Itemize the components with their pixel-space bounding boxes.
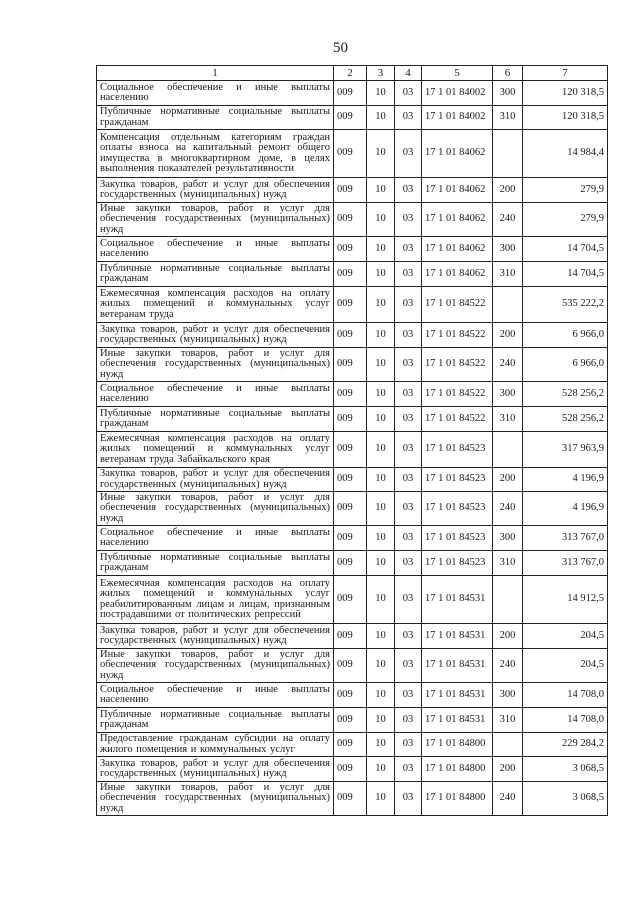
row-subsection-cell: 03 bbox=[395, 624, 422, 649]
table-row bbox=[97, 733, 608, 757]
row-expense-type-cell: 300 bbox=[493, 382, 523, 407]
table-row bbox=[97, 382, 608, 407]
row-name-cell: Закупка товаров, работ и услуг для обеспечения государственных (муниципальных) нужд bbox=[97, 757, 334, 782]
row-admin-code-cell: 009 bbox=[334, 237, 367, 262]
row-expense-type-cell: 240 bbox=[493, 492, 523, 526]
row-target-code-cell: 17 1 01 84522 bbox=[422, 323, 493, 348]
row-target-code-cell: 17 1 01 84062 bbox=[422, 178, 493, 203]
row-subsection-cell: 03 bbox=[395, 407, 422, 432]
row-expense-type-cell: 300 bbox=[493, 237, 523, 262]
row-section-cell: 10 bbox=[367, 407, 395, 432]
row-target-code-cell: 17 1 01 84062 bbox=[422, 262, 493, 287]
row-expense-type-cell: 200 bbox=[493, 178, 523, 203]
row-admin-code-cell: 009 bbox=[334, 106, 367, 130]
row-subsection-cell: 03 bbox=[395, 348, 422, 382]
row-target-code-cell: 17 1 01 84531 bbox=[422, 708, 493, 733]
row-admin-code-cell: 009 bbox=[334, 407, 367, 432]
row-name-cell: Иные закупки товаров, работ и услуг для обеспечения государственных (муниципальных) нужд bbox=[97, 348, 334, 382]
row-subsection-cell: 03 bbox=[395, 130, 422, 178]
row-name-cell: Иные закупки товаров, работ и услуг для обеспечения государственных (муниципальных) нужд bbox=[97, 492, 334, 526]
table-row bbox=[97, 782, 608, 816]
row-amount-cell: 317 963,9 bbox=[523, 432, 608, 468]
row-amount-cell: 4 196,9 bbox=[523, 468, 608, 492]
table-row bbox=[97, 576, 608, 624]
row-target-code-cell: 17 1 01 84523 bbox=[422, 432, 493, 468]
row-name-cell: Ежемесячная компенсация расходов на оплату жилых помещений и коммунальных услуг ветеранам труда Забайкальского края bbox=[97, 432, 334, 468]
row-section-cell: 10 bbox=[367, 492, 395, 526]
row-section-cell: 10 bbox=[367, 526, 395, 551]
row-expense-type-cell: 310 bbox=[493, 407, 523, 432]
row-admin-code-cell: 009 bbox=[334, 323, 367, 348]
row-name-cell: Закупка товаров, работ и услуг для обеспечения государственных (муниципальных) нужд bbox=[97, 178, 334, 203]
row-admin-code-cell: 009 bbox=[334, 468, 367, 492]
row-amount-cell: 6 966,0 bbox=[523, 323, 608, 348]
row-amount-cell: 120 318,5 bbox=[523, 106, 608, 130]
row-section-cell: 10 bbox=[367, 203, 395, 237]
table-row bbox=[97, 323, 608, 348]
row-subsection-cell: 03 bbox=[395, 323, 422, 348]
row-target-code-cell: 17 1 01 84522 bbox=[422, 382, 493, 407]
row-expense-type-cell: 240 bbox=[493, 203, 523, 237]
table-row bbox=[97, 237, 608, 262]
row-subsection-cell: 03 bbox=[395, 178, 422, 203]
table-row bbox=[97, 407, 608, 432]
row-target-code-cell: 17 1 01 84062 bbox=[422, 237, 493, 262]
row-name-cell: Социальное обеспечение и иные выплаты населению bbox=[97, 526, 334, 551]
row-expense-type-cell: 240 bbox=[493, 348, 523, 382]
row-subsection-cell: 03 bbox=[395, 683, 422, 708]
row-amount-cell: 6 966,0 bbox=[523, 348, 608, 382]
row-name-cell: Ежемесячная компенсация расходов на оплату жилых помещений и коммунальных услуг ветеранам труда bbox=[97, 287, 334, 323]
header-cell: 3 bbox=[367, 66, 395, 81]
row-admin-code-cell: 009 bbox=[334, 130, 367, 178]
row-admin-code-cell: 009 bbox=[334, 757, 367, 782]
row-name-cell: Публичные нормативные социальные выплаты гражданам bbox=[97, 106, 334, 130]
row-name-cell: Иные закупки товаров, работ и услуг для обеспечения государственных (муниципальных) нужд bbox=[97, 203, 334, 237]
table-row bbox=[97, 492, 608, 526]
row-target-code-cell: 17 1 01 84531 bbox=[422, 649, 493, 683]
row-subsection-cell: 03 bbox=[395, 492, 422, 526]
table-row bbox=[97, 203, 608, 237]
row-name-cell: Публичные нормативные социальные выплаты гражданам bbox=[97, 407, 334, 432]
row-subsection-cell: 03 bbox=[395, 468, 422, 492]
row-name-cell: Компенсация отдельным категориям граждан оплаты взноса на капитальный ремонт общего имущества в многоквартирном доме, в целях выполнения показателей результативности bbox=[97, 130, 334, 178]
row-expense-type-cell: 200 bbox=[493, 323, 523, 348]
row-target-code-cell: 17 1 01 84002 bbox=[422, 81, 493, 106]
row-name-cell: Закупка товаров, работ и услуг для обеспечения государственных (муниципальных) нужд bbox=[97, 323, 334, 348]
row-expense-type-cell bbox=[493, 130, 523, 178]
row-amount-cell: 279,9 bbox=[523, 178, 608, 203]
row-section-cell: 10 bbox=[367, 262, 395, 287]
row-subsection-cell: 03 bbox=[395, 382, 422, 407]
row-section-cell: 10 bbox=[367, 348, 395, 382]
row-amount-cell: 313 767,0 bbox=[523, 526, 608, 551]
table-row bbox=[97, 81, 608, 106]
row-expense-type-cell bbox=[493, 576, 523, 624]
row-name-cell: Социальное обеспечение и иные выплаты населению bbox=[97, 81, 334, 106]
row-target-code-cell: 17 1 01 84800 bbox=[422, 782, 493, 816]
table-row bbox=[97, 348, 608, 382]
row-admin-code-cell: 009 bbox=[334, 348, 367, 382]
row-subsection-cell: 03 bbox=[395, 287, 422, 323]
table-row bbox=[97, 262, 608, 287]
row-section-cell: 10 bbox=[367, 708, 395, 733]
row-name-cell: Иные закупки товаров, работ и услуг для обеспечения государственных (муниципальных) нужд bbox=[97, 782, 334, 816]
row-subsection-cell: 03 bbox=[395, 81, 422, 106]
row-admin-code-cell: 009 bbox=[334, 81, 367, 106]
row-amount-cell: 3 068,5 bbox=[523, 757, 608, 782]
table-row bbox=[97, 106, 608, 130]
row-amount-cell: 528 256,2 bbox=[523, 407, 608, 432]
row-subsection-cell: 03 bbox=[395, 551, 422, 576]
table-header-row bbox=[97, 66, 608, 81]
row-name-cell: Закупка товаров, работ и услуг для обеспечения государственных (муниципальных) нужд bbox=[97, 624, 334, 649]
row-subsection-cell: 03 bbox=[395, 708, 422, 733]
row-subsection-cell: 03 bbox=[395, 203, 422, 237]
row-amount-cell: 3 068,5 bbox=[523, 782, 608, 816]
table-row bbox=[97, 708, 608, 733]
row-name-cell: Социальное обеспечение и иные выплаты населению bbox=[97, 237, 334, 262]
row-admin-code-cell: 009 bbox=[334, 624, 367, 649]
row-subsection-cell: 03 bbox=[395, 733, 422, 757]
header-cell: 7 bbox=[523, 66, 608, 81]
row-subsection-cell: 03 bbox=[395, 432, 422, 468]
row-subsection-cell: 03 bbox=[395, 526, 422, 551]
row-amount-cell: 14 704,5 bbox=[523, 262, 608, 287]
table-row bbox=[97, 526, 608, 551]
row-admin-code-cell: 009 bbox=[334, 782, 367, 816]
row-section-cell: 10 bbox=[367, 323, 395, 348]
row-name-cell: Иные закупки товаров, работ и услуг для обеспечения государственных (муниципальных) нужд bbox=[97, 649, 334, 683]
page-number: 50 bbox=[333, 40, 348, 56]
row-section-cell: 10 bbox=[367, 624, 395, 649]
table-row bbox=[97, 468, 608, 492]
row-target-code-cell: 17 1 01 84062 bbox=[422, 130, 493, 178]
row-name-cell: Закупка товаров, работ и услуг для обеспечения государственных (муниципальных) нужд bbox=[97, 468, 334, 492]
row-section-cell: 10 bbox=[367, 757, 395, 782]
row-expense-type-cell bbox=[493, 287, 523, 323]
table-row bbox=[97, 683, 608, 708]
row-amount-cell: 14 704,5 bbox=[523, 237, 608, 262]
row-admin-code-cell: 009 bbox=[334, 683, 367, 708]
row-section-cell: 10 bbox=[367, 81, 395, 106]
row-admin-code-cell: 009 bbox=[334, 382, 367, 407]
row-expense-type-cell: 240 bbox=[493, 649, 523, 683]
row-section-cell: 10 bbox=[367, 551, 395, 576]
row-subsection-cell: 03 bbox=[395, 757, 422, 782]
row-amount-cell: 14 912,5 bbox=[523, 576, 608, 624]
row-target-code-cell: 17 1 01 84531 bbox=[422, 576, 493, 624]
row-section-cell: 10 bbox=[367, 576, 395, 624]
row-section-cell: 10 bbox=[367, 178, 395, 203]
row-target-code-cell: 17 1 01 84522 bbox=[422, 348, 493, 382]
row-amount-cell: 120 318,5 bbox=[523, 81, 608, 106]
row-name-cell: Публичные нормативные социальные выплаты гражданам bbox=[97, 708, 334, 733]
row-admin-code-cell: 009 bbox=[334, 287, 367, 323]
row-admin-code-cell: 009 bbox=[334, 178, 367, 203]
row-expense-type-cell: 310 bbox=[493, 551, 523, 576]
row-name-cell: Предоставление гражданам субсидии на оплату жилого помещения и коммунальных услуг bbox=[97, 733, 334, 757]
row-admin-code-cell: 009 bbox=[334, 432, 367, 468]
row-target-code-cell: 17 1 01 84002 bbox=[422, 106, 493, 130]
row-amount-cell: 229 284,2 bbox=[523, 733, 608, 757]
row-section-cell: 10 bbox=[367, 130, 395, 178]
row-admin-code-cell: 009 bbox=[334, 649, 367, 683]
row-target-code-cell: 17 1 01 84531 bbox=[422, 683, 493, 708]
row-amount-cell: 535 222,2 bbox=[523, 287, 608, 323]
row-subsection-cell: 03 bbox=[395, 237, 422, 262]
row-name-cell: Ежемесячная компенсация расходов на оплату жилых помещений и коммунальных услуг реабилитированным лицам и лицам, признанным пострадавшими от политических репрессий bbox=[97, 576, 334, 624]
row-expense-type-cell: 300 bbox=[493, 81, 523, 106]
row-name-cell: Социальное обеспечение и иные выплаты населению bbox=[97, 683, 334, 708]
row-expense-type-cell: 300 bbox=[493, 683, 523, 708]
row-subsection-cell: 03 bbox=[395, 782, 422, 816]
row-subsection-cell: 03 bbox=[395, 576, 422, 624]
row-target-code-cell: 17 1 01 84523 bbox=[422, 492, 493, 526]
row-amount-cell: 14 984,4 bbox=[523, 130, 608, 178]
row-admin-code-cell: 009 bbox=[334, 708, 367, 733]
row-amount-cell: 14 708,0 bbox=[523, 708, 608, 733]
row-section-cell: 10 bbox=[367, 106, 395, 130]
row-amount-cell: 528 256,2 bbox=[523, 382, 608, 407]
table-row bbox=[97, 649, 608, 683]
row-target-code-cell: 17 1 01 84800 bbox=[422, 757, 493, 782]
row-section-cell: 10 bbox=[367, 237, 395, 262]
row-expense-type-cell: 200 bbox=[493, 757, 523, 782]
row-admin-code-cell: 009 bbox=[334, 262, 367, 287]
table-row bbox=[97, 178, 608, 203]
row-section-cell: 10 bbox=[367, 782, 395, 816]
row-name-cell: Социальное обеспечение и иные выплаты населению bbox=[97, 382, 334, 407]
table-row bbox=[97, 551, 608, 576]
row-target-code-cell: 17 1 01 84062 bbox=[422, 203, 493, 237]
row-admin-code-cell: 009 bbox=[334, 576, 367, 624]
table-row bbox=[97, 757, 608, 782]
row-subsection-cell: 03 bbox=[395, 649, 422, 683]
row-admin-code-cell: 009 bbox=[334, 492, 367, 526]
row-section-cell: 10 bbox=[367, 432, 395, 468]
header-cell: 5 bbox=[422, 66, 493, 81]
table-row bbox=[97, 624, 608, 649]
row-target-code-cell: 17 1 01 84523 bbox=[422, 526, 493, 551]
row-expense-type-cell: 200 bbox=[493, 468, 523, 492]
row-section-cell: 10 bbox=[367, 649, 395, 683]
row-subsection-cell: 03 bbox=[395, 106, 422, 130]
row-expense-type-cell bbox=[493, 733, 523, 757]
row-subsection-cell: 03 bbox=[395, 262, 422, 287]
row-expense-type-cell bbox=[493, 432, 523, 468]
row-amount-cell: 204,5 bbox=[523, 624, 608, 649]
row-target-code-cell: 17 1 01 84523 bbox=[422, 551, 493, 576]
row-expense-type-cell: 310 bbox=[493, 262, 523, 287]
row-amount-cell: 313 767,0 bbox=[523, 551, 608, 576]
row-expense-type-cell: 200 bbox=[493, 624, 523, 649]
row-target-code-cell: 17 1 01 84522 bbox=[422, 287, 493, 323]
header-cell: 4 bbox=[395, 66, 422, 81]
row-expense-type-cell: 310 bbox=[493, 106, 523, 130]
row-section-cell: 10 bbox=[367, 683, 395, 708]
row-target-code-cell: 17 1 01 84522 bbox=[422, 407, 493, 432]
row-section-cell: 10 bbox=[367, 468, 395, 492]
row-target-code-cell: 17 1 01 84523 bbox=[422, 468, 493, 492]
row-admin-code-cell: 009 bbox=[334, 203, 367, 237]
row-section-cell: 10 bbox=[367, 287, 395, 323]
table-row bbox=[97, 287, 608, 323]
row-expense-type-cell: 310 bbox=[493, 708, 523, 733]
row-name-cell: Публичные нормативные социальные выплаты гражданам bbox=[97, 262, 334, 287]
row-expense-type-cell: 300 bbox=[493, 526, 523, 551]
row-target-code-cell: 17 1 01 84800 bbox=[422, 733, 493, 757]
row-name-cell: Публичные нормативные социальные выплаты гражданам bbox=[97, 551, 334, 576]
row-section-cell: 10 bbox=[367, 733, 395, 757]
row-amount-cell: 279,9 bbox=[523, 203, 608, 237]
budget-table bbox=[96, 65, 608, 816]
row-amount-cell: 4 196,9 bbox=[523, 492, 608, 526]
header-cell: 6 bbox=[493, 66, 523, 81]
row-section-cell: 10 bbox=[367, 382, 395, 407]
header-cell: 2 bbox=[334, 66, 367, 81]
row-target-code-cell: 17 1 01 84531 bbox=[422, 624, 493, 649]
row-amount-cell: 204,5 bbox=[523, 649, 608, 683]
header-cell: 1 bbox=[97, 66, 334, 81]
table-row bbox=[97, 432, 608, 468]
row-amount-cell: 14 708,0 bbox=[523, 683, 608, 708]
row-admin-code-cell: 009 bbox=[334, 551, 367, 576]
row-admin-code-cell: 009 bbox=[334, 526, 367, 551]
row-admin-code-cell: 009 bbox=[334, 733, 367, 757]
table-row bbox=[97, 130, 608, 178]
row-expense-type-cell: 240 bbox=[493, 782, 523, 816]
